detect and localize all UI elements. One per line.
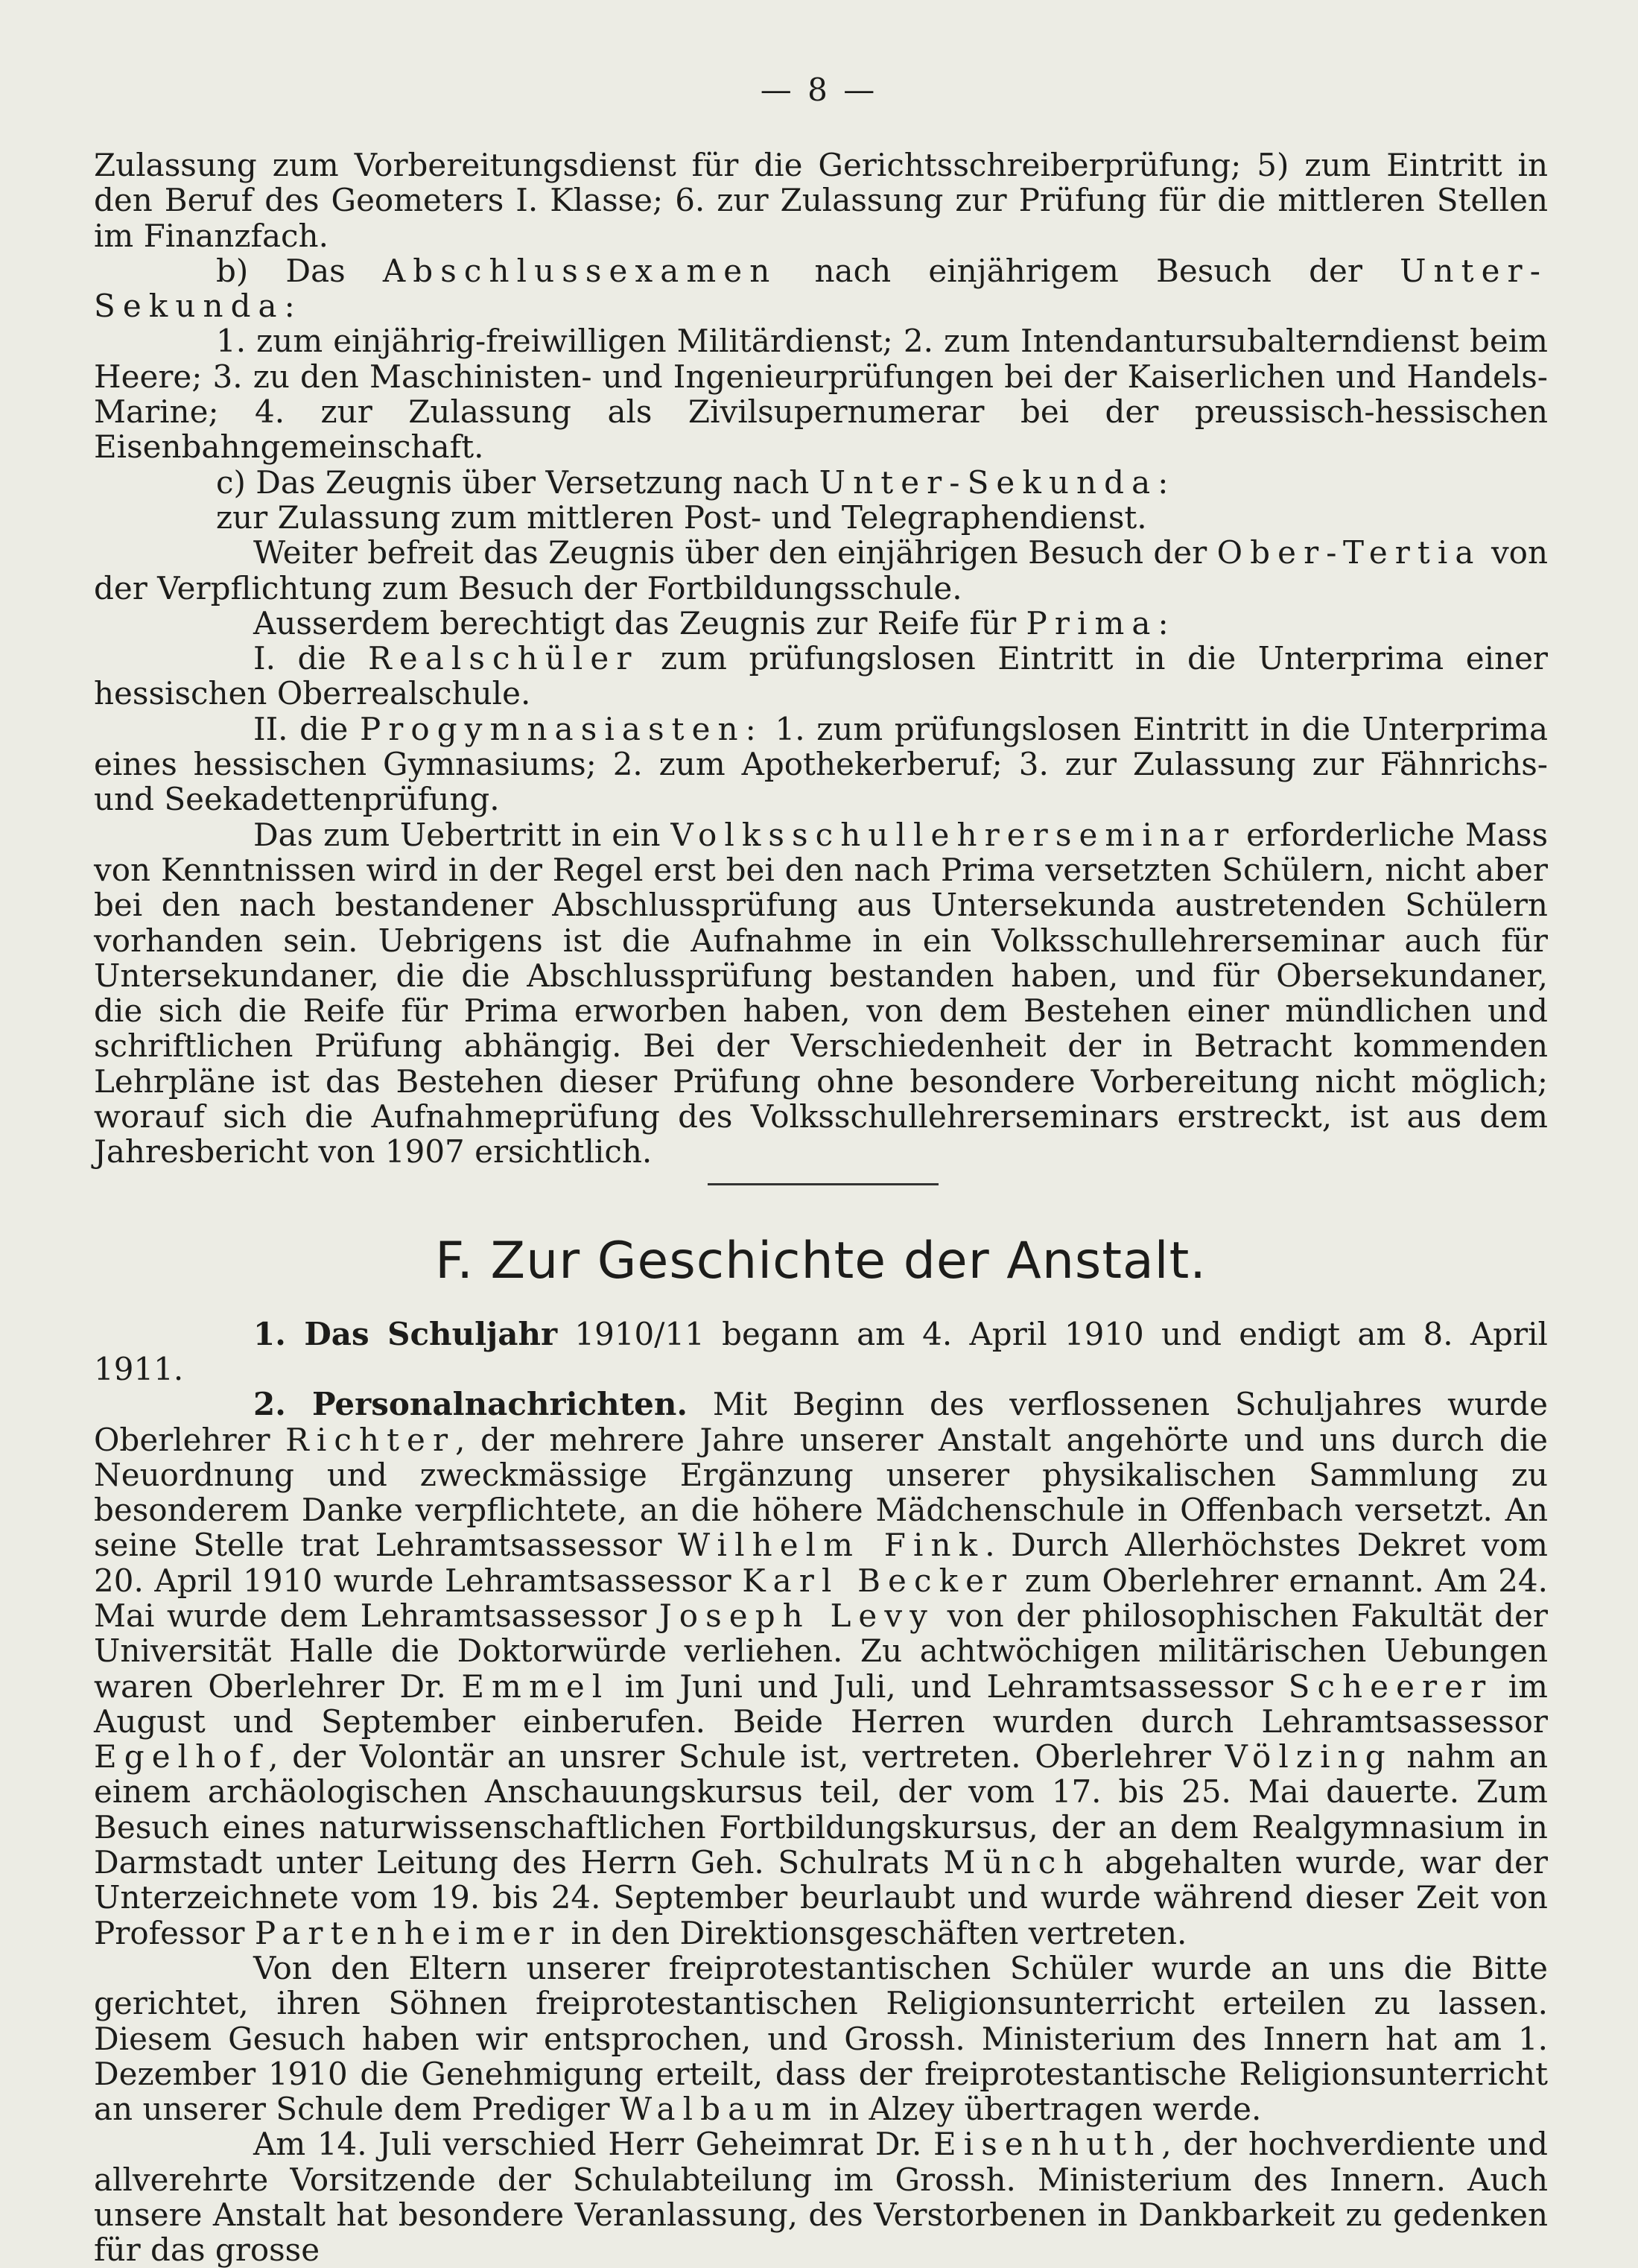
item-progymnasiasten: II. die Progymnasiasten: 1. zum prüfungslosen Eintritt in die Unterprima eines hessischen Gymnasiums; 2. zum Apothekerberuf; 3. zur Zulassung zur Fähnrichs- und Seekadettenprüfung. <box>94 710 1548 818</box>
intro-paragraph: Zulassung zum Vorbereitungsdienst für die Gerichtsschreiberprüfung; 5) zum Eintritt in den Beruf des Geometers I. Klasse; 6. zur Zulassung zur Prüfung für die mittleren Stellen im Finanzfach. <box>94 147 1548 254</box>
item-realschueler: I. die Realschüler zum prüfungslosen Eintritt in die Unterprima einer hessischen Oberrealschule. <box>94 640 1548 712</box>
personal-paragraph: 2. Personalnachrichten. Mit Beginn des verflossenen Schuljahres wurde Oberlehrer Richter, der mehrere Jahre unserer Anstalt angehörte und uns durch die Neuordnung und zweckmässige Ergänzung unserer physikalischen Sammlung zu besonderem Danke verpflichtete, an die höhere Mädchenschule in Offenbach versetzt. An seine Stelle trat Lehramtsassessor Wilhelm Fink. Durch Allerhöchstes Dekret vom 20. April 1910 wurde Lehramtsassessor Karl Becker zum Oberlehrer ernannt. Am 24. Mai wurde dem Lehramtsassessor Joseph Levy von der philosophischen Fakultät der Universität Halle die Doktorwürde verliehen. Zu achtwöchigen militärischen Uebungen waren Oberlehrer Dr. Emmel im Juni und Juli, und Lehramtsassessor Scheerer im August und September einberufen. Beide Herren wurden durch Lehramtsassessor Egelhof, der Volontär an unsrer Schule ist, vertreten. Oberlehrer Völzing nahm an einem archäologischen Anschauungskursus teil, der vom 17. bis 25. Mai dauerte. Zum Besuch eines naturwissenschaftlichen Fortbildungskursus, der an dem Realgymnasium in Darmstadt unter Leitung des Herrn Geh. Schulrats Münch abgehalten wurde, war der Unterzeichnete vom 19. bis 24. September beurlaubt und wurde während dieser Zeit von Professor Partenheimer in den Direktionsgeschäften vertreten. <box>94 1386 1549 1951</box>
weiter-paragraph: Weiter befreit das Zeugnis über den einjährigen Besuch der Ober-Tertia von der Verpflichtung zum Besuch der Fortbildungsschule. <box>94 534 1549 606</box>
section-heading: F. Zur Geschichte der Anstalt. <box>435 1231 1207 1290</box>
b-examen-heading: b) Das Abschlussexamen nach einjährigem Besuch der Unter-Sekunda: <box>94 252 1548 325</box>
religion-paragraph: Von den Eltern unserer freiprotestantischen Schüler wurde an uns die Bitte gerichtet, ihren Söhnen freiprotestantischen Religionsunterricht erteilen zu lassen. Diesem Gesuch haben wir entsprochen, und Grossh. Ministerium des Innern hat am 1. Dezember 1910 die Genehmigung erteilt, dass der freiprotestantische Religionsunterricht an unserer Schule dem Prediger Walbaum in Alzey übertragen werde. <box>94 1949 1548 2128</box>
seminar-paragraph: Das zum Uebertritt in ein Volksschullehrerseminar erforderliche Mass von Kenntnissen wird in der Regel erst bei den nach Prima versetzten Schülern, nicht aber bei den nach bestandener Abschlussprüfung aus Untersekunda austretenden Schülern vorhanden sein. Uebrigens ist die Aufnahme in ein Volksschullehrerseminar auch für Untersekundaner, die die Abschlussprüfung bestanden haben, und für Obersekundaner, die sich die Reife für Prima erworben haben, von dem Bestehen einer mündlichen und schriftlichen Prüfung abhängig. Bei der Verschiedenheit der in Betracht kommenden Lehrpläne ist das Bestehen dieser Prüfung ohne besondere Vorbereitung nicht möglich; worauf sich die Aufnahmeprüfung des Volksschullehrerseminars erstreckt, ist aus dem Jahresbericht von 1907 ersichtlich. <box>94 816 1548 1171</box>
eisenhuth-paragraph: Am 14. Juli verschied Herr Geheimrat Dr. Eisenhuth, der hochverdiente und allverehrte Vorsitzende der Schulabteilung im Grossh. Ministerium des Innern. Auch unsere Anstalt hat besondere Veranlassung, des Verstorbenen in Dankbarkeit zu gedenken für das grosse <box>94 2126 1549 2268</box>
c-zeugnis-list: zur Zulassung zum mittleren Post- und Telegraphendienst. <box>216 498 1147 536</box>
b-examen-list: 1. zum einjährig-freiwilligen Militärdienst; 2. zum Intendantursubalterndienst beim Heere; 3. zu den Maschinisten- und Ingenieurprüfungen bei der Kaiserlichen und Handels-Marine; 4. zur Zulassung als Zivilsupernumerar bei der preussisch-hessischen Eisenbahngemeinschaft. <box>94 323 1548 466</box>
page-number: — 8 — <box>760 72 878 108</box>
c-zeugnis-heading: c) Das Zeugnis über Versetzung nach Unter-Sekunda: <box>216 463 1169 501</box>
page-body <box>94 148 1548 2268</box>
schuljahr-paragraph: 1. Das Schuljahr 1910/11 begann am 4. April 1910 und endigt am 8. April 1911. <box>94 1315 1548 1387</box>
divider-rule <box>708 1183 939 1185</box>
ausserdem-paragraph: Ausserdem berechtigt das Zeugnis zur Reife für Prima: <box>253 604 1169 642</box>
